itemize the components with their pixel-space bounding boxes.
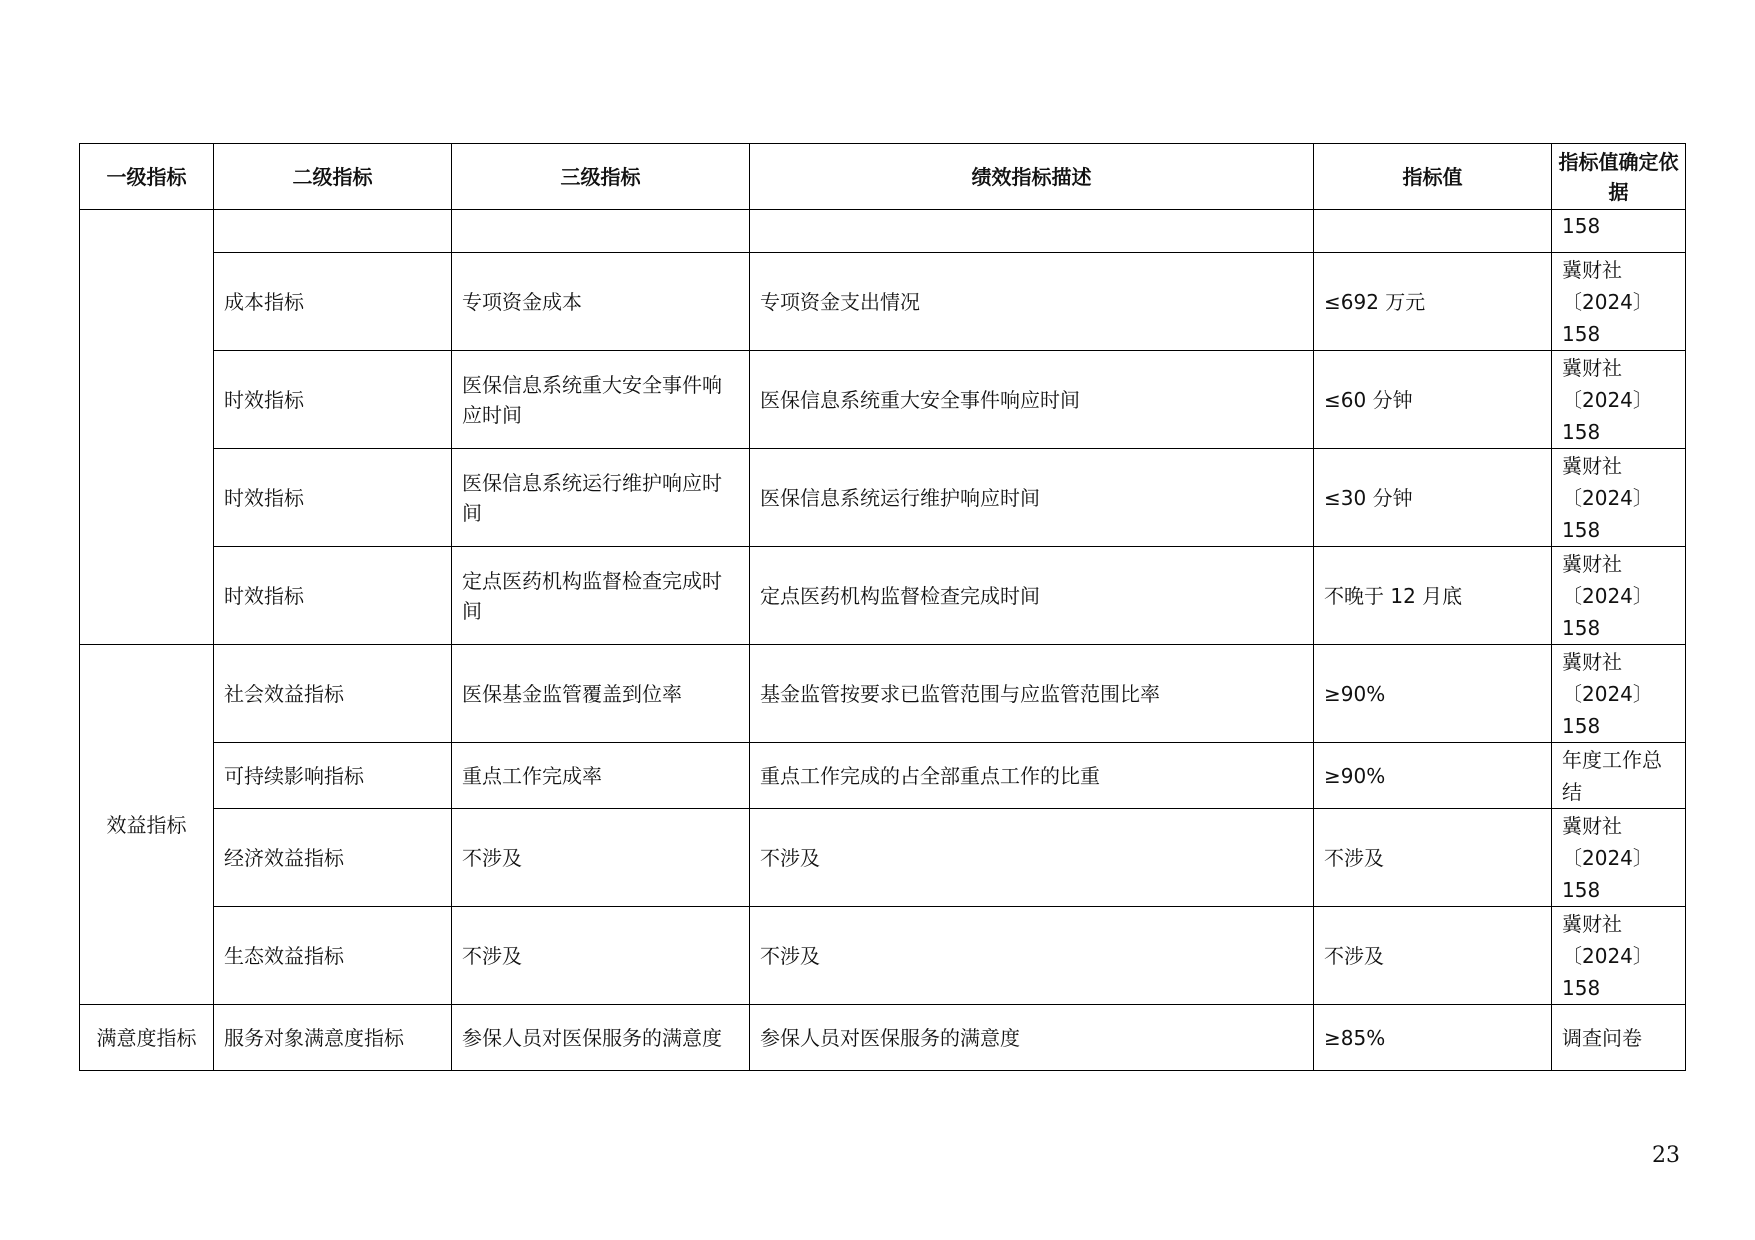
level3-cell: 医保基金监管覆盖到位率 [452,645,750,743]
level3-cell: 不涉及 [452,907,750,1005]
level1-cell: 满意度指标 [80,1005,214,1071]
basis-line: 冀财社 [1562,911,1622,936]
basis-cell [1552,645,1686,743]
table-row [80,907,1686,1005]
header-description: 绩效指标描述 [750,144,1314,210]
level2-cell: 可持续影响指标 [214,743,452,809]
value-cell: ≤30 分钟 [1314,449,1552,547]
level3-cell: 定点医药机构监督检查完成时间 [452,547,750,645]
value-cell: ≥90% [1314,743,1552,809]
description-cell: 医保信息系统运行维护响应时间 [750,449,1314,547]
table-row [80,449,1686,547]
level2-cell: 经济效益指标 [214,809,452,907]
basis-line: 〔2024〕 [1562,583,1653,608]
table-row [80,1005,1686,1071]
table-row [80,253,1686,351]
basis-line: 冀财社 [1562,551,1622,576]
level2-cell: 时效指标 [214,351,452,449]
header-value: 指标值 [1314,144,1552,210]
level3-cell [452,210,750,253]
description-cell: 不涉及 [750,809,1314,907]
basis-line: 158 [1562,877,1601,902]
header-row [80,144,1686,210]
basis-cell [1552,253,1686,351]
level2-cell: 服务对象满意度指标 [214,1005,452,1071]
basis-line: 158 [1562,615,1601,640]
basis-line: 冀财社 [1562,257,1622,282]
level2-cell: 成本指标 [214,253,452,351]
level2-cell [214,210,452,253]
table-row [80,210,1686,253]
table-row [80,809,1686,907]
header-level1: 一级指标 [80,144,214,210]
table-row [80,645,1686,743]
table-row [80,743,1686,809]
basis-line: 158 [1562,975,1601,1000]
basis-line: 158 [1562,214,1601,238]
basis-line: 〔2024〕 [1562,943,1653,968]
value-cell: 不晚于 12 月底 [1314,547,1552,645]
basis-line: 结 [1562,779,1582,804]
description-cell: 不涉及 [750,907,1314,1005]
basis-line: 冀财社 [1562,649,1622,674]
value-cell: ≤60 分钟 [1314,351,1552,449]
basis-cell [1552,547,1686,645]
basis-line: 冀财社 [1562,355,1622,380]
header-level3: 三级指标 [452,144,750,210]
level2-cell: 生态效益指标 [214,907,452,1005]
level2-cell: 社会效益指标 [214,645,452,743]
value-cell: 不涉及 [1314,809,1552,907]
description-cell: 参保人员对医保服务的满意度 [750,1005,1314,1071]
performance-indicator-table [79,143,1686,1071]
header-basis: 指标值确定依据 [1552,144,1686,210]
level1-cell-empty [80,210,214,645]
level3-cell: 专项资金成本 [452,253,750,351]
basis-line: 〔2024〕 [1562,289,1653,314]
page-number: 23 [1652,1143,1680,1168]
level3-cell: 医保信息系统运行维护响应时间 [452,449,750,547]
value-cell: ≥90% [1314,645,1552,743]
level3-cell: 不涉及 [452,809,750,907]
description-cell: 定点医药机构监督检查完成时间 [750,547,1314,645]
level3-cell: 重点工作完成率 [452,743,750,809]
table-row [80,547,1686,645]
basis-cell [1552,809,1686,907]
level3-cell: 参保人员对医保服务的满意度 [452,1005,750,1071]
basis-line: 〔2024〕 [1562,681,1653,706]
description-cell [750,210,1314,253]
table-row [80,351,1686,449]
description-cell: 基金监管按要求已监管范围与应监管范围比率 [750,645,1314,743]
header-level2: 二级指标 [214,144,452,210]
basis-cell [1552,210,1686,253]
description-cell: 医保信息系统重大安全事件响应时间 [750,351,1314,449]
basis-cell [1552,907,1686,1005]
basis-cell [1552,449,1686,547]
level2-cell: 时效指标 [214,547,452,645]
basis-line: 158 [1562,517,1601,542]
level1-cell: 效益指标 [80,645,214,1005]
level2-cell: 时效指标 [214,449,452,547]
basis-cell [1552,351,1686,449]
description-cell: 专项资金支出情况 [750,253,1314,351]
level3-cell: 医保信息系统重大安全事件响应时间 [452,351,750,449]
basis-line: 调查问卷 [1562,1025,1642,1050]
basis-line: 158 [1562,321,1601,346]
value-cell: 不涉及 [1314,907,1552,1005]
basis-cell [1552,1005,1686,1071]
basis-cell [1552,743,1686,809]
basis-line: 158 [1562,419,1601,444]
basis-line: 冀财社 [1562,453,1622,478]
basis-line: 冀财社 [1562,813,1622,838]
value-cell: ≥85% [1314,1005,1552,1071]
basis-line: 年度工作总 [1562,747,1662,772]
value-cell: ≤692 万元 [1314,253,1552,351]
basis-line: 〔2024〕 [1562,485,1653,510]
basis-line: 158 [1562,713,1601,738]
basis-line: 〔2024〕 [1562,387,1653,412]
basis-line: 〔2024〕 [1562,845,1653,870]
value-cell [1314,210,1552,253]
description-cell: 重点工作完成的占全部重点工作的比重 [750,743,1314,809]
